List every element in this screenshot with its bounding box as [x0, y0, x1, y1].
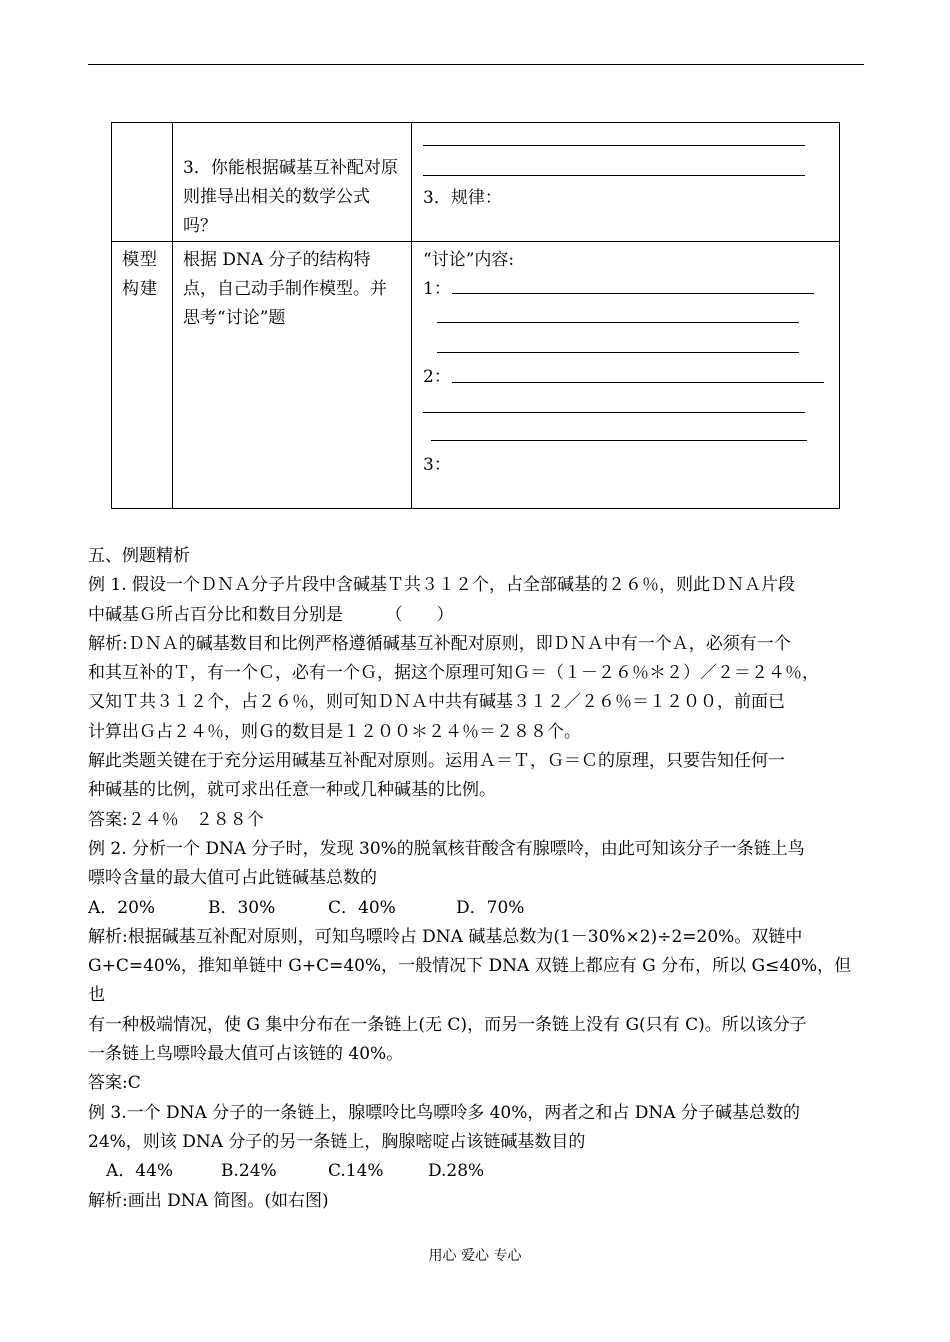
option-b: B．30%: [208, 897, 276, 918]
example-3-question: 24%，则该 DNA 分子的另一条链上，胸腺嘧啶占该链碱基数目的: [88, 1131, 586, 1152]
example-1-analysis: 和其互补的Ｔ，有一个Ｃ，必有一个Ｇ，据这个原理可知Ｇ＝（１－２６％＊２）／２＝２４％，: [88, 663, 819, 684]
answer-cell: [412, 123, 840, 242]
discussion-title: “讨论”内容:: [423, 250, 515, 270]
discussion-cell: [412, 242, 840, 509]
question-text: 3．你能根据碱基互补配对原则推导出相关的数学公式吗？: [183, 158, 398, 236]
item-3-label: 3：: [423, 455, 451, 475]
example-1-question: 例 1. 假设一个ＤＮＡ分子片段中含碱基Ｔ共３１２个，占全部碱基的２６％，则此ＤＮＡ片段: [88, 575, 796, 596]
question-cell: [173, 123, 412, 242]
example-2-question: 例 2. 分析一个 DNA 分子时，发现 30%的脱氧核苷酸含有腺嘌呤，由此可知该分子一条链上鸟: [88, 838, 805, 859]
example-2-analysis: 解析:根据碱基互补配对原则，可知鸟嘌呤占 DNA 碱基总数为(1－30%×2)÷2=20%。双链中: [88, 926, 803, 947]
category-cell: [112, 242, 173, 509]
task-text: 根据 DNA 分子的结构特点，自己动手制作模型。并思考“讨论”题: [183, 250, 387, 328]
example-2-analysis: G+C=40%，推知单链中 G+C=40%，一般情况下 DNA 双链上都应有 G 分布，所以 G≤40%，但也: [88, 956, 852, 1006]
table-row: [112, 123, 840, 242]
blank-line: [437, 352, 799, 353]
examples-section: [88, 542, 868, 1216]
example-2-options: [88, 894, 868, 923]
example-1-question: 中碱基Ｇ所占百分比和数目分别是 （ ）: [88, 604, 454, 625]
option-a: A．44%: [106, 1161, 174, 1182]
rule-label: 3．规律：: [423, 188, 502, 208]
example-2-question: 嘌呤含量的最大值可占此链碱基总数的: [88, 868, 377, 889]
option-b: B.24%: [221, 1161, 277, 1182]
example-3-question: 例 3.一个 DNA 分子的一条链上，腺嘌呤比鸟嘌呤多 40%，两者之和占 DNA 分子碱基总数的: [88, 1102, 800, 1123]
lesson-table: [111, 122, 840, 509]
example-1-note: 解此类题关键在于充分运用碱基互补配对原则。运用Ａ＝Ｔ，Ｇ＝Ｃ的原理，只要告知任何一: [88, 751, 785, 772]
blank-line: [452, 382, 824, 383]
option-c: C．40%: [328, 897, 396, 918]
example-1-note: 种碱基的比例，就可求出任意一种或几种碱基的比例。: [88, 780, 496, 801]
example-2-answer: 答案:C: [88, 1073, 141, 1094]
page-footer: 用心 爱心 专心: [428, 1248, 522, 1264]
item-2-label: 2：: [423, 367, 451, 387]
table-row: [112, 242, 840, 509]
blank-line: [423, 412, 805, 413]
example-1-analysis: 又知Ｔ共３１２个，占２６％，则可知ＤＮＡ中共有碱基３１２／２６％＝１２００，前面已: [88, 692, 785, 713]
blank-line: [452, 293, 814, 294]
example-2-analysis: 有一种极端情况，使 G 集中分布在一条链上(无 C)，而另一条链上没有 G(只有 C)。所以该分子: [88, 1014, 807, 1035]
task-cell: [173, 242, 412, 509]
blank-line: [431, 440, 807, 441]
example-3-analysis: 解析:画出 DNA 简图。(如右图): [88, 1190, 329, 1211]
example-1-analysis: 计算出Ｇ占２４％，则Ｇ的数目是１２００＊２４％＝２８８个。: [88, 721, 581, 742]
option-d: D.28%: [428, 1161, 485, 1182]
example-1-analysis: 解析:ＤＮＡ的碱基数目和比例严格遵循碱基互补配对原则，即ＤＮＡ中有一个Ａ，必须有一个: [88, 633, 791, 654]
header-rule: [88, 64, 864, 65]
option-d: D．70%: [456, 897, 525, 918]
example-1-answer: 答案:２４％ ２８８个: [88, 809, 264, 830]
category-cell: [112, 123, 173, 242]
blank-line: [423, 175, 805, 176]
option-c: C.14%: [328, 1161, 384, 1182]
blank-line: [423, 145, 805, 146]
section-heading: 五、例题精析: [88, 546, 190, 566]
blank-line: [437, 322, 799, 323]
example-2-analysis: 一条链上鸟嘌呤最大值可占该链的 40%。: [88, 1044, 404, 1065]
example-3-options: [88, 1157, 868, 1186]
item-1-label: 1：: [423, 279, 451, 299]
category-label: 模型构建: [122, 250, 158, 299]
option-a: A．20%: [88, 897, 156, 918]
